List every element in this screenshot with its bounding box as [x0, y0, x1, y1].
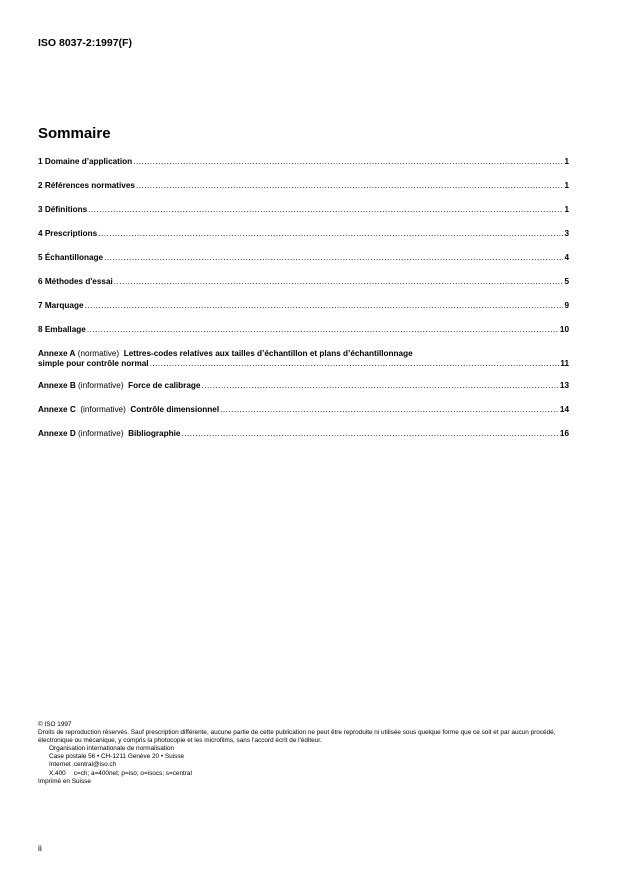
toc-label: Références normatives — [44, 181, 135, 190]
toc-entry-3[interactable] — [38, 205, 569, 229]
annex-type: (informative) — [78, 381, 124, 390]
toc-annex-c[interactable] — [38, 405, 569, 429]
leader-dots — [114, 277, 564, 287]
annex-type: (normative) — [77, 349, 120, 358]
toc-page: 1 — [564, 205, 569, 214]
toc-entry-8[interactable] — [38, 325, 569, 349]
toc-annex-b[interactable] — [38, 381, 569, 405]
annex-type: (informative) — [80, 405, 126, 414]
toc-page: 13 — [559, 381, 569, 390]
toc-annex-d[interactable] — [38, 429, 569, 453]
rights-notice: Droits de reproduction réservés. Sauf prescription différente, aucune partie de cette publication ne peut être reproduite ni utilisée sous quelque forme que ce soit et par aucun procédé, électronique ou mécanique, y compris la photocopie et les microfilms, sans l'accord écrit de l'éditeur. — [38, 729, 556, 745]
leader-dots — [88, 205, 563, 215]
annex-name: Annexe B — [38, 381, 76, 390]
annex-title: Force de calibrage — [128, 381, 201, 390]
x400-line — [38, 770, 578, 778]
toc-page: 5 — [564, 277, 569, 286]
toc-page: 4 — [564, 253, 569, 262]
toc-label: Domaine d’application — [44, 157, 133, 166]
page-number: ii — [38, 843, 42, 853]
toc-label: Emballage — [44, 325, 86, 334]
toc-label: Échantillonage — [44, 253, 104, 262]
leader-dots — [133, 157, 563, 167]
annex-title: Contrôle dimensionnel — [130, 405, 220, 414]
toc-number: 3 — [38, 205, 43, 214]
toc-page: 14 — [559, 405, 569, 414]
annex-title: Lettres-codes relatives aux tailles d’échantillon et plans d’échantillonnage — [123, 349, 413, 358]
leader-dots — [201, 381, 558, 391]
internet-label: Internet — [49, 761, 71, 769]
toc-page: 1 — [564, 181, 569, 190]
toc-entry-7[interactable] — [38, 301, 569, 325]
toc-entry-2[interactable] — [38, 181, 569, 205]
toc-label: Méthodes d'essai — [44, 277, 113, 286]
toc-page: 10 — [559, 325, 569, 334]
toc-page: 16 — [559, 429, 569, 438]
leader-dots — [220, 405, 559, 415]
leader-dots — [181, 429, 558, 439]
toc-number: 6 — [38, 277, 43, 286]
toc-number: 8 — [38, 325, 43, 334]
toc-number: 7 — [38, 301, 43, 310]
toc-number: 1 — [38, 157, 43, 166]
document-id: ISO 8037-2:1997(F) — [38, 37, 132, 49]
annex-title: Bibliographie — [128, 429, 181, 438]
toc-label: Prescriptions — [44, 229, 98, 238]
toc-number: 5 — [38, 253, 43, 262]
toc-number: 2 — [38, 181, 43, 190]
toc-page: 11 — [560, 359, 569, 368]
annex-title-cont: simple pour contrôle normal — [38, 359, 149, 368]
x400-label: X.400 — [49, 769, 66, 777]
annex-name: Annexe C — [38, 405, 76, 414]
leader-dots — [136, 181, 563, 191]
page-title: Sommaire — [38, 125, 111, 142]
toc-page: 1 — [564, 157, 569, 166]
leader-dots — [85, 301, 564, 311]
table-of-contents — [38, 157, 569, 453]
copyright-line: © ISO 1997 — [38, 721, 72, 728]
toc-number: 4 — [38, 229, 43, 238]
toc-entry-5[interactable] — [38, 253, 569, 277]
printed-in: Imprimé en Suisse — [38, 777, 91, 785]
annex-name: Annexe D — [38, 429, 76, 438]
toc-entry-4[interactable] — [38, 229, 569, 253]
copyright-footer — [38, 721, 578, 786]
toc-label: Définitions — [44, 205, 88, 214]
toc-page: 3 — [564, 229, 569, 238]
toc-annex-a[interactable] — [38, 349, 569, 381]
toc-entry-6[interactable] — [38, 277, 569, 301]
org-name: Organisation internationale de normalisation — [49, 745, 175, 753]
toc-page: 9 — [564, 301, 569, 310]
internet-line — [38, 761, 578, 769]
internet-value: central@iso.ch — [73, 761, 117, 769]
org-address: Case postale 56 • CH-1211 Genève 20 • Suisse — [49, 753, 185, 761]
leader-dots — [104, 253, 563, 263]
toc-entry-1[interactable] — [38, 157, 569, 181]
annex-name: Annexe A — [38, 349, 76, 358]
x400-value: c=ch; a=400net; p=iso; o=isocs; s=central — [73, 769, 192, 777]
leader-dots — [87, 325, 559, 335]
leader-dots — [150, 359, 560, 369]
annex-type: (informative) — [78, 429, 124, 438]
toc-label: Marquage — [44, 301, 84, 310]
leader-dots — [98, 229, 563, 239]
